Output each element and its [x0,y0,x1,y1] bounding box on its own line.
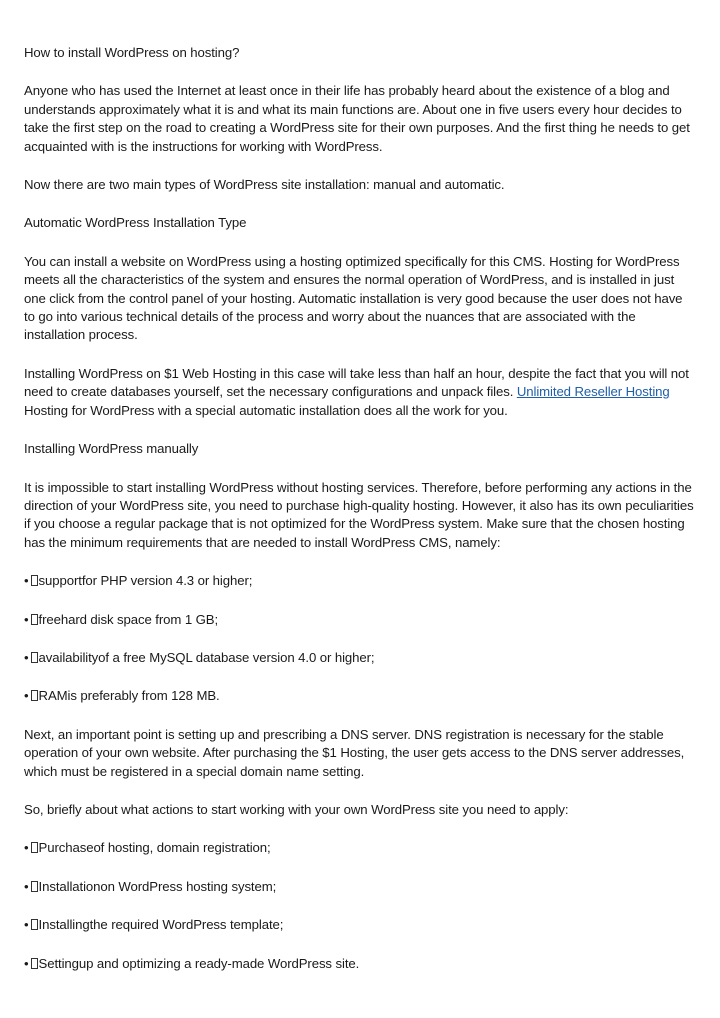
list-item [24,878,696,896]
automatic-paragraph: You can install a website on WordPress using a hosting optimized specifically for this CMS. Hosting for WordPress meets all the characteristics of the system and ensures the normal operation of WordPress, and is installed in just one click from the control panel of your hosting. Automatic installation is very good because the user does not have to go into various technical details of the process and worry about the nuances that are associated with the installation process. [24,253,683,343]
automatic-heading: Automatic WordPress Installation Type [24,215,247,231]
missing-glyph-icon [31,842,38,853]
missing-glyph-icon [31,575,38,586]
list-item-lead: Installing [38,917,90,933]
list-item-lead: Installation [38,878,101,894]
list-item-text: is preferably from 128 MB. [67,688,220,704]
list-item-lead: availability [38,649,99,665]
list-item [24,687,696,705]
list-item-text: for PHP version 4.3 or higher; [81,573,253,589]
bullet-icon: • [24,878,29,894]
missing-glyph-icon [31,652,38,663]
bullet-icon: • [24,917,29,933]
list-item-text: the required WordPress template; [89,917,284,933]
bullet-icon: • [24,840,29,856]
document-title: How to install WordPress on hosting? [24,45,240,60]
list-item-text: on WordPress hosting system; [100,878,277,894]
dns-paragraph: Next, an important point is setting up and prescribing a DNS server. DNS registration is necessary for the stable operation of your own website. After purchasing the $1 Hosting, the user gets access to the DNS server addresses, which must be registered in a special domain name setting. [24,726,685,779]
list-item [24,649,696,667]
types-paragraph: Now there are two main types of WordPress site installation: manual and automatic. [24,177,505,193]
hosting-paragraph [24,365,696,420]
list-item-lead: support [38,573,82,589]
manual-paragraph: It is impossible to start installing WordPress without hosting services. Therefore, before performing any actions in the direction of your WordPress site, you need to purchase high-quality hosting. However, it also has its own peculiarities if you choose a regular package that is not optimized for the WordPress system. Make sure that the chosen hosting has the minimum requirements that are needed to install WordPress CMS, namely: [24,479,694,550]
list-item-text: of hosting, domain registration; [93,840,271,856]
list-item-text: up and optimizing a ready-made WordPress site. [78,955,360,971]
list-item [24,839,696,857]
list-item-lead: Setting [38,955,79,971]
list-item-lead: free [38,611,61,627]
hosting-text-before: Installing WordPress on $1 Web Hosting in this case will take less than half an hour, despite the fact that you will not need to create databases yourself, set the necessary configurations and unpack files. [24,365,689,400]
bullet-icon: • [24,955,29,971]
intro-paragraph: Anyone who has used the Internet at least once in their life has probably heard about the existence of a blog and understands approximately what it is and what its main functions are. About one in five users every hour decides to take the first step on the road to creating a WordPress site for their own purposes. And the first thing he needs to get acquainted with is the instructions for working with WordPress. [24,83,690,154]
list-item-lead: RAM [38,688,68,704]
bullet-icon: • [24,649,29,665]
list-item [24,572,696,590]
missing-glyph-icon [31,614,38,625]
list-item [24,916,696,934]
bullet-icon: • [24,611,29,627]
list-item-text: hard disk space from 1 GB; [60,611,219,627]
missing-glyph-icon [31,919,38,930]
unlimited-reseller-hosting-link[interactable]: Unlimited Reseller Hosting [516,384,670,400]
list-item [24,955,696,973]
list-item-text: of a free MySQL database version 4.0 or higher; [98,649,375,665]
bullet-icon: • [24,688,29,704]
missing-glyph-icon [31,958,38,969]
steps-intro-paragraph: So, briefly about what actions to start working with your own WordPress site you need to apply: [24,801,569,817]
missing-glyph-icon [31,690,38,701]
hosting-text-after: Hosting for WordPress with a special automatic installation does all the work for you. [24,402,508,418]
bullet-icon: • [24,573,29,589]
manual-heading: Installing WordPress manually [24,441,199,457]
missing-glyph-icon [31,881,38,892]
list-item [24,611,696,629]
list-item-lead: Purchase [38,840,94,856]
